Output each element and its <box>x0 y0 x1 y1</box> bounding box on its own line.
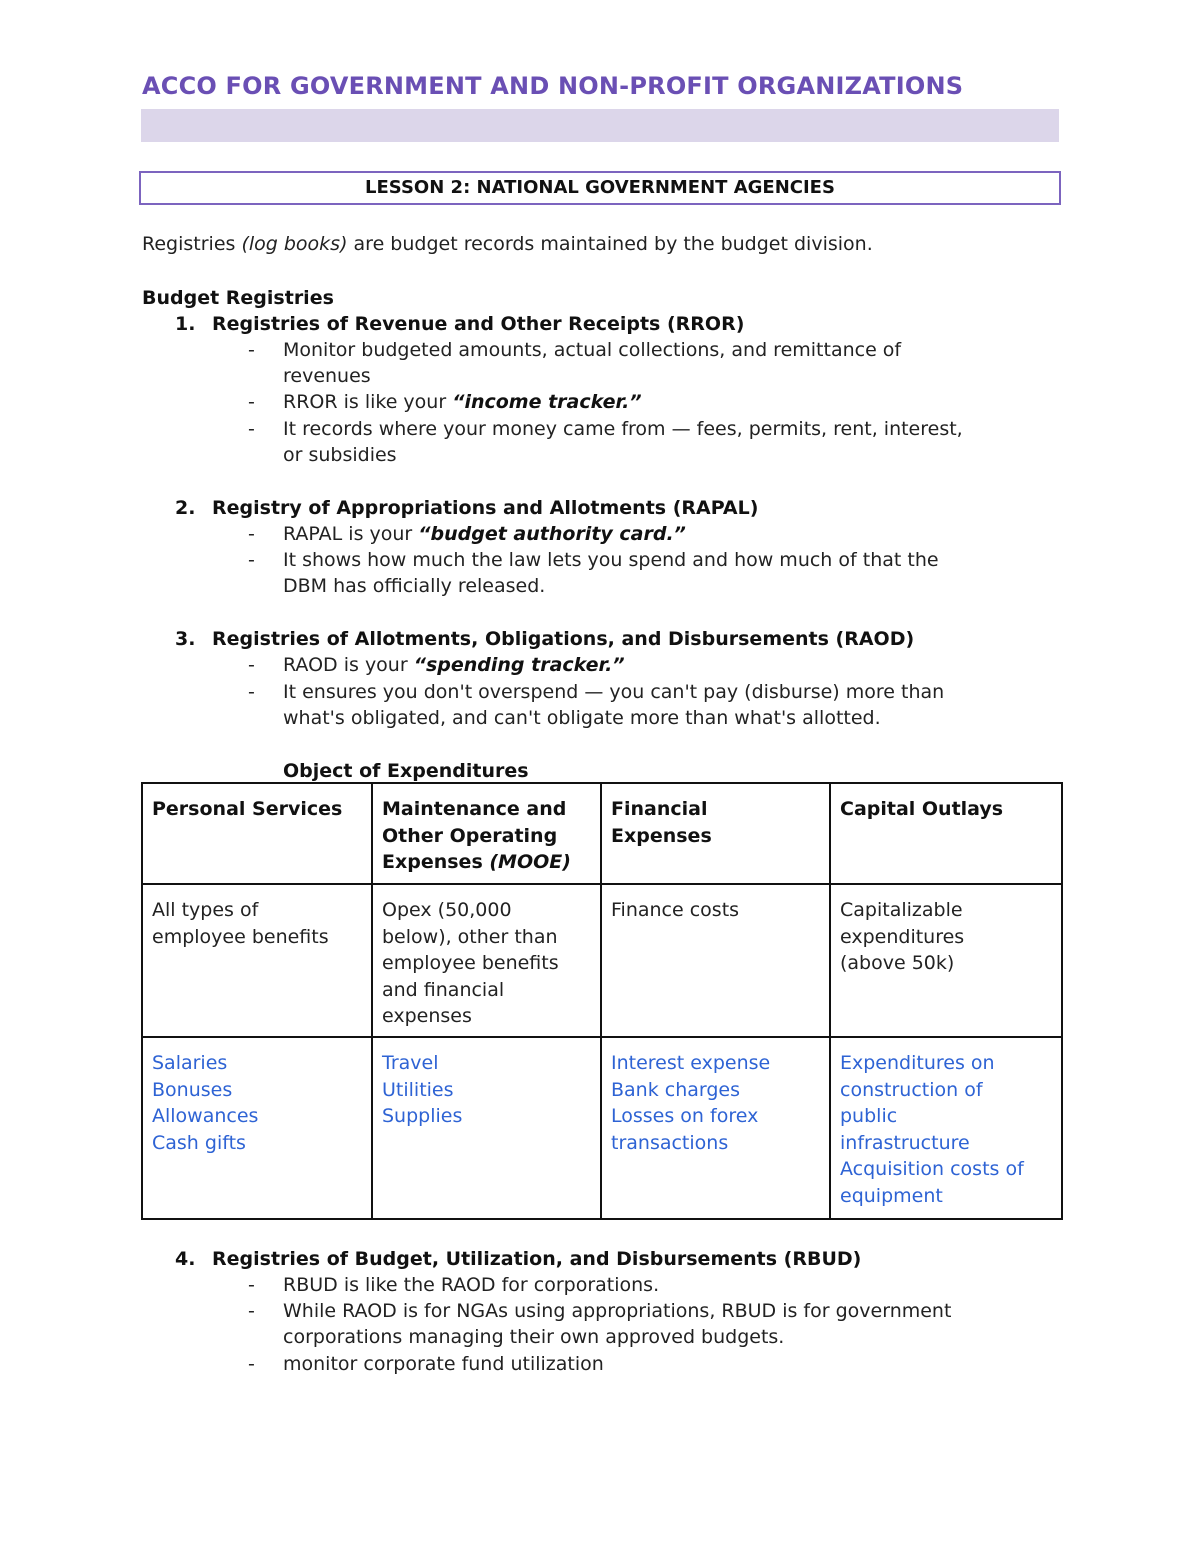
cell-line: Other Operating <box>382 824 558 847</box>
table-row-examples <box>142 1037 1062 1219</box>
cell-line <box>382 849 591 876</box>
cell-italic: (MOOE) <box>489 851 571 873</box>
bullet-text-cont: revenues <box>283 365 371 387</box>
registry-title: Registries of Revenue and Other Receipts (RROR) <box>212 313 745 335</box>
list-number: 4. <box>175 1248 196 1270</box>
cell-line: Cash gifts <box>152 1131 246 1154</box>
registry-heading-rbud <box>175 1246 861 1272</box>
cell-line: All types of <box>152 899 259 921</box>
list-number: 1. <box>175 313 196 335</box>
table-row-descriptions <box>142 884 1062 1037</box>
cell-line: employee benefits <box>152 925 329 948</box>
cell-line: Financial <box>611 798 708 820</box>
table-cell <box>830 884 1062 1037</box>
cell-line: Utilities <box>382 1078 454 1101</box>
cell-line: Allowances <box>152 1105 259 1127</box>
bullet-text: RBUD is like the RAOD for corporations. <box>283 1274 660 1296</box>
table-cell <box>142 884 372 1037</box>
cell-line: below), other than <box>382 925 558 948</box>
bullet-emphasis: “spending tracker.” <box>413 654 625 676</box>
bullet-text: monitor corporate fund utilization <box>283 1353 604 1375</box>
table-cell <box>142 1037 372 1219</box>
cell-line: Losses on forex <box>611 1105 759 1127</box>
cell-line: transactions <box>611 1131 729 1154</box>
cell-line: public <box>840 1105 898 1127</box>
cell-line: Capital Outlays <box>840 798 1004 820</box>
bullet-text-cont: what's obligated, and can't obligate more than what's allotted. <box>283 707 881 729</box>
bullet-text <box>283 652 625 678</box>
header-financial-expenses <box>601 783 830 884</box>
bullet-dash: - <box>248 549 255 571</box>
bullet-prefix: RAOD is your <box>283 654 414 676</box>
bullet-dash: - <box>248 391 255 413</box>
cell-text: Expenses <box>382 851 490 873</box>
bullet-text-cont: corporations managing their own approved budgets. <box>283 1326 785 1348</box>
header-capital-outlays <box>830 783 1062 884</box>
registry-title: Registries of Allotments, Obligations, and Disbursements (RAOD) <box>212 628 915 650</box>
cell-line: Supplies <box>382 1105 463 1127</box>
bullet-dash: - <box>248 339 255 361</box>
cell-line: Bank charges <box>611 1078 741 1101</box>
list-number: 2. <box>175 497 196 519</box>
bullet-dash: - <box>248 1300 255 1322</box>
cell-line: Capitalizable <box>840 899 963 921</box>
cell-line: Salaries <box>152 1052 228 1074</box>
cell-line: Personal Services <box>152 798 343 820</box>
intro-text-end: are budget records maintained by the budget division. <box>347 233 873 255</box>
bullet-emphasis: “income tracker.” <box>452 391 642 413</box>
table-cell <box>372 884 601 1037</box>
cell-line: construction of <box>840 1078 983 1101</box>
registry-heading-raod <box>175 626 914 652</box>
section-title: Budget Registries <box>142 287 334 309</box>
bullet-text <box>283 521 686 547</box>
cell-line: Bonuses <box>152 1078 233 1101</box>
header-personal-services <box>142 783 372 884</box>
bullet-prefix: RAPAL is your <box>283 523 419 545</box>
intro-italic: (log books) <box>241 233 348 255</box>
bullet-dash: - <box>248 654 255 676</box>
bullet-dash: - <box>248 523 255 545</box>
table-header-row <box>142 783 1062 884</box>
table-caption: Object of Expenditures <box>283 760 529 782</box>
cell-line: and financial <box>382 978 505 1001</box>
cell-line: expenses <box>382 1005 472 1027</box>
registry-heading-rapal <box>175 495 758 521</box>
bullet-emphasis: “budget authority card.” <box>418 523 686 545</box>
bullet-text: It ensures you don't overspend — you can't pay (disburse) more than <box>283 681 945 703</box>
bullet-text <box>283 389 642 415</box>
intro-text: Registries <box>142 233 242 255</box>
cell-line: Travel <box>382 1052 439 1074</box>
cell-line: Interest expense <box>611 1052 771 1074</box>
header-mooe <box>372 783 601 884</box>
cell-line: Finance costs <box>611 899 740 921</box>
bullet-dash: - <box>248 1353 255 1375</box>
list-number: 3. <box>175 628 196 650</box>
cell-line: Expenditures on <box>840 1052 995 1074</box>
document-title: ACCO FOR GOVERNMENT AND NON-PROFIT ORGANIZATIONS <box>142 72 964 100</box>
bullet-text: While RAOD is for NGAs using appropriations, RBUD is for government <box>283 1300 952 1322</box>
cell-line: infrastructure <box>840 1131 970 1154</box>
registry-title: Registries of Budget, Utilization, and Disbursements (RBUD) <box>212 1248 862 1270</box>
bullet-text: It shows how much the law lets you spend and how much of that the <box>283 549 939 571</box>
bullet-text-cont: DBM has officially released. <box>283 575 546 597</box>
registry-heading-rror <box>175 311 744 337</box>
table-cell <box>601 1037 830 1219</box>
cell-line: expenditures <box>840 925 965 948</box>
table-cell <box>830 1037 1062 1219</box>
title-band <box>141 109 1059 142</box>
cell-line: Acquisition costs of <box>840 1158 1024 1180</box>
intro-paragraph <box>142 231 873 257</box>
cell-line: Opex (50,000 <box>382 899 512 921</box>
bullet-text: Monitor budgeted amounts, actual collections, and remittance of <box>283 339 902 361</box>
bullet-prefix: RROR is like your <box>283 391 453 413</box>
cell-line: employee benefits <box>382 952 559 974</box>
table-cell <box>601 884 830 1037</box>
bullet-dash: - <box>248 1274 255 1296</box>
bullet-dash: - <box>248 681 255 703</box>
cell-line: Expenses <box>611 824 712 847</box>
cell-line: equipment <box>840 1184 943 1207</box>
cell-line: Maintenance and <box>382 798 567 820</box>
lesson-title: LESSON 2: NATIONAL GOVERNMENT AGENCIES <box>139 171 1061 205</box>
cell-line: (above 50k) <box>840 952 955 974</box>
bullet-text: It records where your money came from — fees, permits, rent, interest, <box>283 418 963 440</box>
table-cell <box>372 1037 601 1219</box>
bullet-dash: - <box>248 418 255 440</box>
bullet-text-cont: or subsidies <box>283 444 397 466</box>
registry-title: Registry of Appropriations and Allotments (RAPAL) <box>212 497 759 519</box>
expenditures-table <box>141 782 1063 1220</box>
